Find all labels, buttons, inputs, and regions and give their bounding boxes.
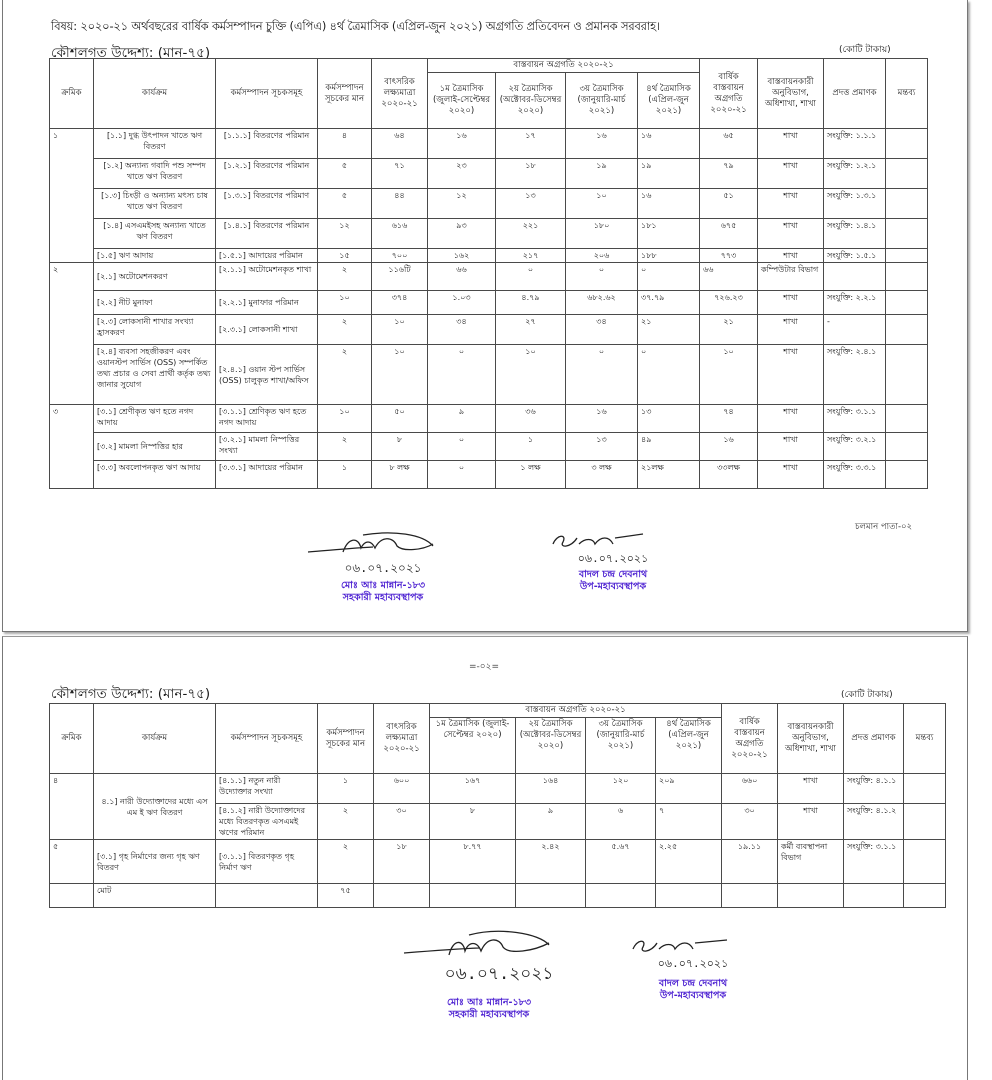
cell-activity: [২.২] নীট মুনাফা [94,291,216,315]
cell-weight-total: ৭৫ [318,884,374,908]
cell-indicator: [৩.২.১] মামলা নিস্পত্তির সংখ্যা [216,433,318,461]
table-row [50,461,928,489]
signature-date: ০৬.০৭.২০২১ [444,964,554,984]
cell-q1: ৬৬ [428,263,496,291]
cell-q4: ২১লক্ষ [638,461,700,489]
cell-annual: ৭৯ [700,159,758,189]
header-annual: বার্ষিক বাস্তবায়ন অগ্রগতি ২০২০-২১ [700,59,758,129]
cell-q3: ২০৬ [566,249,638,263]
cell-remarks [886,345,928,405]
cell-q3: ১৬ [566,129,638,159]
signatory-name: বাদল চন্দ্র দেবনাথ [658,978,728,989]
cell-q2: ১৬৪ [516,774,586,804]
cell-remarks [886,315,928,345]
header-activity: কার্যক্রম [94,704,216,774]
cell-indicator: [১.১.১] বিতরণের পরিমান [216,129,318,159]
cell-q1: ৮ [430,804,516,840]
cell-target: ৮ [372,433,428,461]
cell-weight: ৫ [318,159,372,189]
header-q2: ২য় ত্রৈমাসিক (অক্টোবর-ডিসেম্বর ২০২০) [516,718,586,774]
cell-q2: ৩৬ [496,405,566,433]
header-q2: ২য় ত্রৈমাসিক (অক্টোবর-ডিসেম্বর ২০২০) [496,73,566,129]
cell-q2: ১ লক্ষ [496,461,566,489]
cell-remarks [886,405,928,433]
cell-serial: ২ [50,263,94,405]
header-q3: ৩য় ত্রৈমাসিক (জানুয়ারি-মার্চ ২০২১) [586,718,656,774]
cell-weight: ২ [318,840,374,884]
cell-activity: [১.২] অন্যান্য গবাদি পশু সম্পদ খাতে ঋণ বিতরণ [94,159,216,189]
cell-q3: ৩ লক্ষ [566,461,638,489]
header-progress-group: বাস্তবায়ন অগ্রগতি ২০২০-২১ [430,704,722,718]
cell-evidence: সংযুক্তি: ৩.১.১ [824,405,886,433]
cell-indicator: [৪.১.১] নতুন নারী উদ্যোক্তার সংখ্যা [216,774,318,804]
cell-annual: ৬৬ [700,263,758,291]
cell-unit-responsible: শাখা [758,461,824,489]
cell-q2: ২৭ [496,315,566,345]
cell-unit-responsible: শাখা [758,159,824,189]
cell-q1: ১৬২ [428,249,496,263]
subject-line: বিষয়: ২০২০-২১ অর্থবছরের বার্ষিক কর্মসম্পাদন চুক্তি (এপিএ) ৪র্থ ত্রৈমাসিক (এপ্রিল-জুন ২০২১) অগ্রগতি প্রতিবেদন ও প্রমানক সরবরাহ। [51,19,660,33]
cell-activity: [৩.১] গৃহ নির্মাণের জন্য গৃহ ঋণ বিতরণ [94,840,216,884]
cell-activity: [২.১] অটোমেশনকরণ [94,263,216,291]
table-row [50,249,928,263]
cell-weight: ২ [318,345,372,405]
cell-unit-responsible: শাখা [758,345,824,405]
cell-q1: ১.০৩ [428,291,496,315]
cell-remarks [904,884,946,908]
cell-q4: ১৮৮ [638,249,700,263]
table-row [50,433,928,461]
cell-weight: ১২ [318,219,372,249]
cell-indicator: [১.৪.১] বিতরণের পরিমান [216,219,318,249]
cell-annual [722,884,778,908]
cell-activity: [২.৪] ব্যবসা সহজীকরণ এবং ওয়ানস্টপ সার্ভিস (OSS) সম্পর্কিত তথ্য প্রচার ও সেবা প্রার্থী কর্তৃক তথ্য জানার সুযোগ [94,345,216,405]
cell-q4: ০ [638,263,700,291]
header-q4: ৪র্থ ত্রৈমাসিক (এপ্রিল-জুন ২০২১) [638,73,700,129]
cell-indicator [216,884,318,908]
signature-block-2 [543,530,683,593]
cell-annual: ১০ [700,345,758,405]
cell-q4: ১৮১ [638,219,700,249]
cell-indicator: [৩.৩.১] আদায়ের পরিমান [216,461,318,489]
cell-target: ৩৭৪ [372,291,428,315]
cell-unit-responsible: কর্মী ব্যবস্থাপনা বিভাগ [778,840,844,884]
cell-target: ৫০ [372,405,428,433]
cell-remarks [886,263,928,291]
cell-q1: ০ [428,345,496,405]
header-serial: ক্রমিক [50,704,94,774]
header-q3: ৩য় ত্রৈমাসিক (জানুয়ারি-মার্চ ২০২১) [566,73,638,129]
cell-q4: ৩৭.৭৯ [638,291,700,315]
cell-q2: ১৭ [496,129,566,159]
strategic-objective-heading: কৌশলগত উদ্দেশ্য: (মান-৭৫) [51,686,211,702]
cell-q4: ১৩ [638,405,700,433]
cell-remarks [886,249,928,263]
cell-indicator: [২.১.১] অটোমেশনকৃত শাখা [216,263,318,291]
cell-q2: ১০ [496,345,566,405]
signature-date: ০৬.০৭.২০২১ [577,552,649,565]
cell-remarks [886,129,928,159]
header-unit-responsible: বাস্তবায়নকারী অনুবিভাগ, অধিশাখা, শাখা [758,59,824,129]
cell-serial: ৫ [50,840,94,884]
table-row [50,129,928,159]
cell-q1: ০ [428,433,496,461]
cell-annual: ১৯.১১ [722,840,778,884]
cell-evidence: সংযুক্তি: ৩.৩.১ [824,461,886,489]
cell-annual: ৭৭৩ [700,249,758,263]
cell-weight: ১০ [318,405,372,433]
header-evidence: প্রদত্ত প্রমাণক [844,704,904,774]
table-row [50,189,928,219]
cell-remarks [904,840,946,884]
cell-annual: ২১ [700,315,758,345]
cell-q1: ১৬ [428,129,496,159]
cell-q3: ১২০ [586,774,656,804]
signatory-title: উপ-মহাব্যবস্থাপক [659,990,727,1001]
table-row [50,159,928,189]
cell-unit-responsible: শাখা [758,291,824,315]
cell-q2: ৯ [516,804,586,840]
cell-indicator: [১.২.১] বিতরণের পরিমান [216,159,318,189]
cell-evidence: সংযুক্তি: ২.৪.১ [824,345,886,405]
cell-q1: ৮.৭৭ [430,840,516,884]
handwritten-signature-icon [399,929,569,961]
cell-weight: ৫ [318,189,372,219]
cell-target: ৬৪ [372,129,428,159]
cell-q1: ৯ [428,405,496,433]
cell-unit-responsible: শাখা [778,774,844,804]
cell-q4: ২০৯ [656,774,722,804]
header-evidence: প্রদত্ত প্রমাণক [824,59,886,129]
cell-q3: ১৬ [566,405,638,433]
header-target: বাৎসরিক লক্ষ্যমাত্রা ২০২০-২১ [372,59,428,129]
header-serial: ক্রমিক [50,59,94,129]
cell-q3: ০ [566,263,638,291]
cell-q1 [430,884,516,908]
cell-target: ১০ [372,345,428,405]
cell-target: ৭০০ [372,249,428,263]
cell-q3: ০ [566,345,638,405]
cell-target: ৪৪ [372,189,428,219]
cell-annual: ৩৩লক্ষ [700,461,758,489]
apa-table-page-2 [49,703,946,908]
cell-evidence: সংযুক্তি: ১.১.১ [824,129,886,159]
signature-block-1 [399,929,579,1021]
table-row [50,405,928,433]
cell-q3: ১৯ [566,159,638,189]
cell-activity: [১.৫] ঋণ আদায় [94,249,216,263]
cell-activity: [৩.২] মামলা নিস্পত্তির হার [94,433,216,461]
cell-annual: ৬৭৫ [700,219,758,249]
table-row [50,315,928,345]
header-remarks: মন্তব্য [904,704,946,774]
cell-serial: ১ [50,129,94,263]
cell-q4: ২.২৫ [656,840,722,884]
cell-annual: ৭২৬.২৩ [700,291,758,315]
cell-q4: ৪৯ [638,433,700,461]
cell-unit-responsible [778,884,844,908]
cell-q1: ২৩ [428,159,496,189]
document-page-1 [2,0,968,632]
header-q1: ১ম ত্রৈমাসিক (জুলাই-সেপ্টেম্বর ২০২০) [428,73,496,129]
cell-weight: ১৫ [318,249,372,263]
cell-activity: [১.১] দুগ্ধ উৎপাদন খাতে ঋণ বিতরণ [94,129,216,159]
cell-q4: ৭ [656,804,722,840]
cell-annual: ৬৬০ [722,774,778,804]
table-row [50,291,928,315]
cell-indicator: [৩.১.১] বিতরণকৃত গৃহ নির্মাণ ঋণ [216,840,318,884]
cell-evidence: সংযুক্তি: ১.২.১ [824,159,886,189]
cell-unit-responsible: শাখা [758,219,824,249]
cell-q1: ৯৩ [428,219,496,249]
cell-weight: ২ [318,263,372,291]
header-indicator: কর্মসম্পাদন সূচকসমূহ [216,704,318,774]
cell-activity: [৩.১] শ্রেণীকৃত ঋণ হতে নগদ আদায় [94,405,216,433]
cell-evidence: সংযুক্তি: ২.২.১ [824,291,886,315]
cell-q4: ১৬ [638,189,700,219]
handwritten-signature-icon [303,530,453,560]
cell-evidence: সংযুক্তি: ৪.১.১ [844,774,904,804]
cell-evidence: সংযুক্তি: ৩.২.১ [824,433,886,461]
signatory-name: মোঃ আঃ মান্নান-১৮৩ [340,580,426,591]
table-row [50,840,946,884]
continued-page-note: চলমান পাতা-০২ [855,522,913,532]
cell-annual: ৫১ [700,189,758,219]
signature-date: ০৬.০৭.২০২১ [344,561,422,575]
cell-indicator: [২.৪.১] ওয়ান স্টপ সার্ভিস (OSS) চালুকৃত শাখা/অফিস [216,345,318,405]
cell-evidence [844,884,904,908]
unit-label: (কোটি টাকায়) [841,690,893,700]
signature-block-1 [303,530,463,604]
cell-q2: ১৩ [496,189,566,219]
cell-activity: [২.৩] লোকসানী শাখার সংখ্যা হ্রাসকরণ [94,315,216,345]
cell-weight: ১০ [318,291,372,315]
cell-weight: ২ [318,433,372,461]
cell-q2: ০ [496,263,566,291]
header-activity: কার্যক্রম [94,59,216,129]
cell-remarks [886,159,928,189]
signature-date: ০৬.০৭.২০২১ [657,957,729,970]
cell-q3: ১৩ [566,433,638,461]
cell-activity: [১.৪] এসএমইসহ অন্যান্য খাতে ঋণ বিতরণ [94,219,216,249]
cell-q3 [586,884,656,908]
cell-indicator: [২.২.১] মুনাফার পরিমান [216,291,318,315]
cell-target: ৮ লক্ষ [372,461,428,489]
cell-activity-total-label: মোট [94,884,216,908]
header-annual: বার্ষিক বাস্তবায়ন অগ্রগতি ২০২০-২১ [722,704,778,774]
cell-q1: ৩৪ [428,315,496,345]
signatory-title: সহকারী মহাব্যবস্থাপক [448,1009,530,1020]
header-progress-group: বাস্তবায়ন অগ্রগতি ২০২০-২১ [428,59,700,73]
table-row [50,219,928,249]
cell-q4: ২১ [638,315,700,345]
cell-indicator: [১.৫.১] আদায়ের পরিমান [216,249,318,263]
cell-target: ৩০ [374,804,430,840]
cell-q1: ০ [428,461,496,489]
cell-target: ৭১ [372,159,428,189]
cell-remarks [886,189,928,219]
cell-remarks [886,461,928,489]
cell-target: ১৮ [374,840,430,884]
header-remarks: মন্তব্য [886,59,928,129]
strategic-objective-heading: কৌশলগত উদ্দেশ্য: (মান-৭৫) [51,45,211,61]
cell-q3: ৫.৬৭ [586,840,656,884]
cell-indicator: [৩.১.১] শ্রেণিকৃত ঋণ হতে নগদ আদায় [216,405,318,433]
cell-serial: ৩ [50,405,94,489]
header-q1: ১ম ত্রৈমাসিক (জুলাই-সেপ্টেম্বর ২০২০) [430,718,516,774]
cell-activity: [৩.৩] অবলোপনকৃত ঋণ আদায় [94,461,216,489]
cell-q3: ৩৪ [566,315,638,345]
cell-evidence: - [824,315,886,345]
cell-unit-responsible: কম্পিউটার বিভাগ [758,263,824,291]
cell-weight: ৪ [318,129,372,159]
cell-unit-responsible: শাখা [758,129,824,159]
cell-evidence: সংযুক্তি: ১.৩.১ [824,189,886,219]
cell-target [374,884,430,908]
cell-q1: ১২ [428,189,496,219]
cell-indicator: [৪.১.২] নারী উদ্যোক্তাদের মধ্যে বিতরণকৃত এসএমই ঋণের পরিমান [216,804,318,840]
cell-activity: ৪.১] নারী উদ্যোক্তাদের মধ্যে এস এম ই ঋণ বিতরণ [94,774,216,840]
cell-q2: ৪.৭৯ [496,291,566,315]
cell-annual: ৩০ [722,804,778,840]
signatory-title: সহকারী মহাব্যবস্থাপক [342,592,424,603]
cell-q2: ২১৭ [496,249,566,263]
document-page-2 [2,636,968,1080]
cell-unit-responsible: শাখা [758,249,824,263]
cell-q3: ৬৮২.৬২ [566,291,638,315]
cell-q4: ০ [638,345,700,405]
apa-table-page-1 [49,58,928,489]
cell-indicator: [১.৩.১] বিতরণের পরিমাণ [216,189,318,219]
table-row [50,263,928,291]
signatory-title: উপ-মহাব্যবস্থাপক [579,581,647,592]
cell-weight: ২ [318,315,372,345]
page-marker: =-০২= [469,662,500,672]
cell-serial: ৪ [50,774,94,840]
cell-target: ১০ [372,315,428,345]
cell-annual: ৬৫ [700,129,758,159]
cell-weight: ১ [318,774,374,804]
cell-weight: ১ [318,461,372,489]
cell-remarks [886,291,928,315]
cell-serial [50,884,94,908]
cell-remarks [886,219,928,249]
cell-unit-responsible: শাখা [758,189,824,219]
header-indicator: কর্মসম্পাদন সূচকসমূহ [216,59,318,129]
cell-evidence [824,263,886,291]
cell-weight: ২ [318,804,374,840]
handwritten-signature-icon [543,530,653,550]
header-target: বাৎসরিক লক্ষ্যমাত্রা ২০২০-২১ [374,704,430,774]
cell-q1: ১৬৭ [430,774,516,804]
table-row [50,345,928,405]
cell-remarks [904,774,946,804]
cell-q3: ১৮০ [566,219,638,249]
signatory-name: বাদল চন্দ্র দেবনাথ [578,569,648,580]
cell-target: ৬০০ [374,774,430,804]
cell-q2: ২.৪২ [516,840,586,884]
handwritten-signature-icon [623,935,733,955]
cell-annual: ১৬ [700,433,758,461]
cell-target: ৬১৬ [372,219,428,249]
cell-q2: ১ [496,433,566,461]
cell-remarks [886,433,928,461]
cell-q3: ১০ [566,189,638,219]
signatory-name: মোঃ আঃ মান্নান-১৮৩ [446,997,532,1008]
cell-q3: ৬ [586,804,656,840]
header-weight: কর্মসম্পাদন সূচকের মান [318,704,374,774]
cell-evidence: সংযুক্তি: ১.৫.১ [824,249,886,263]
cell-target: ১১৬টি [372,263,428,291]
cell-unit-responsible: শাখা [758,433,824,461]
cell-unit-responsible: শাখা [778,804,844,840]
signature-block-2 [623,935,763,1002]
table-row-total [50,884,946,908]
header-weight: কর্মসম্পাদন সূচকের মান [318,59,372,129]
cell-evidence: সংযুক্তি: ৩.১.১ [844,840,904,884]
cell-unit-responsible: শাখা [758,315,824,345]
cell-unit-responsible: শাখা [758,405,824,433]
cell-q4 [656,884,722,908]
cell-evidence: সংযুক্তি: ৪.১.২ [844,804,904,840]
cell-activity: [১.৩] চিংড়ী ও অন্যান্য মৎস্য চাষ খাতে ঋণ বিতরণ [94,189,216,219]
cell-q2: ২২১ [496,219,566,249]
cell-remarks [904,804,946,840]
cell-q2: ১৮ [496,159,566,189]
header-unit-responsible: বাস্তবায়নকারী অনুবিভাগ, অধিশাখা, শাখা [778,704,844,774]
table-row [50,774,946,804]
cell-annual: ৭৪ [700,405,758,433]
cell-indicator: [২.৩.১] লোকসানী শাখা [216,315,318,345]
cell-q2 [516,884,586,908]
cell-q4: ১৯ [638,159,700,189]
cell-q4: ১৬ [638,129,700,159]
cell-evidence: সংযুক্তি: ১.৪.১ [824,219,886,249]
unit-label: (কোটি টাকায়) [839,45,891,55]
header-q4: ৪র্থ ত্রৈমাসিক (এপ্রিল-জুন ২০২১) [656,718,722,774]
